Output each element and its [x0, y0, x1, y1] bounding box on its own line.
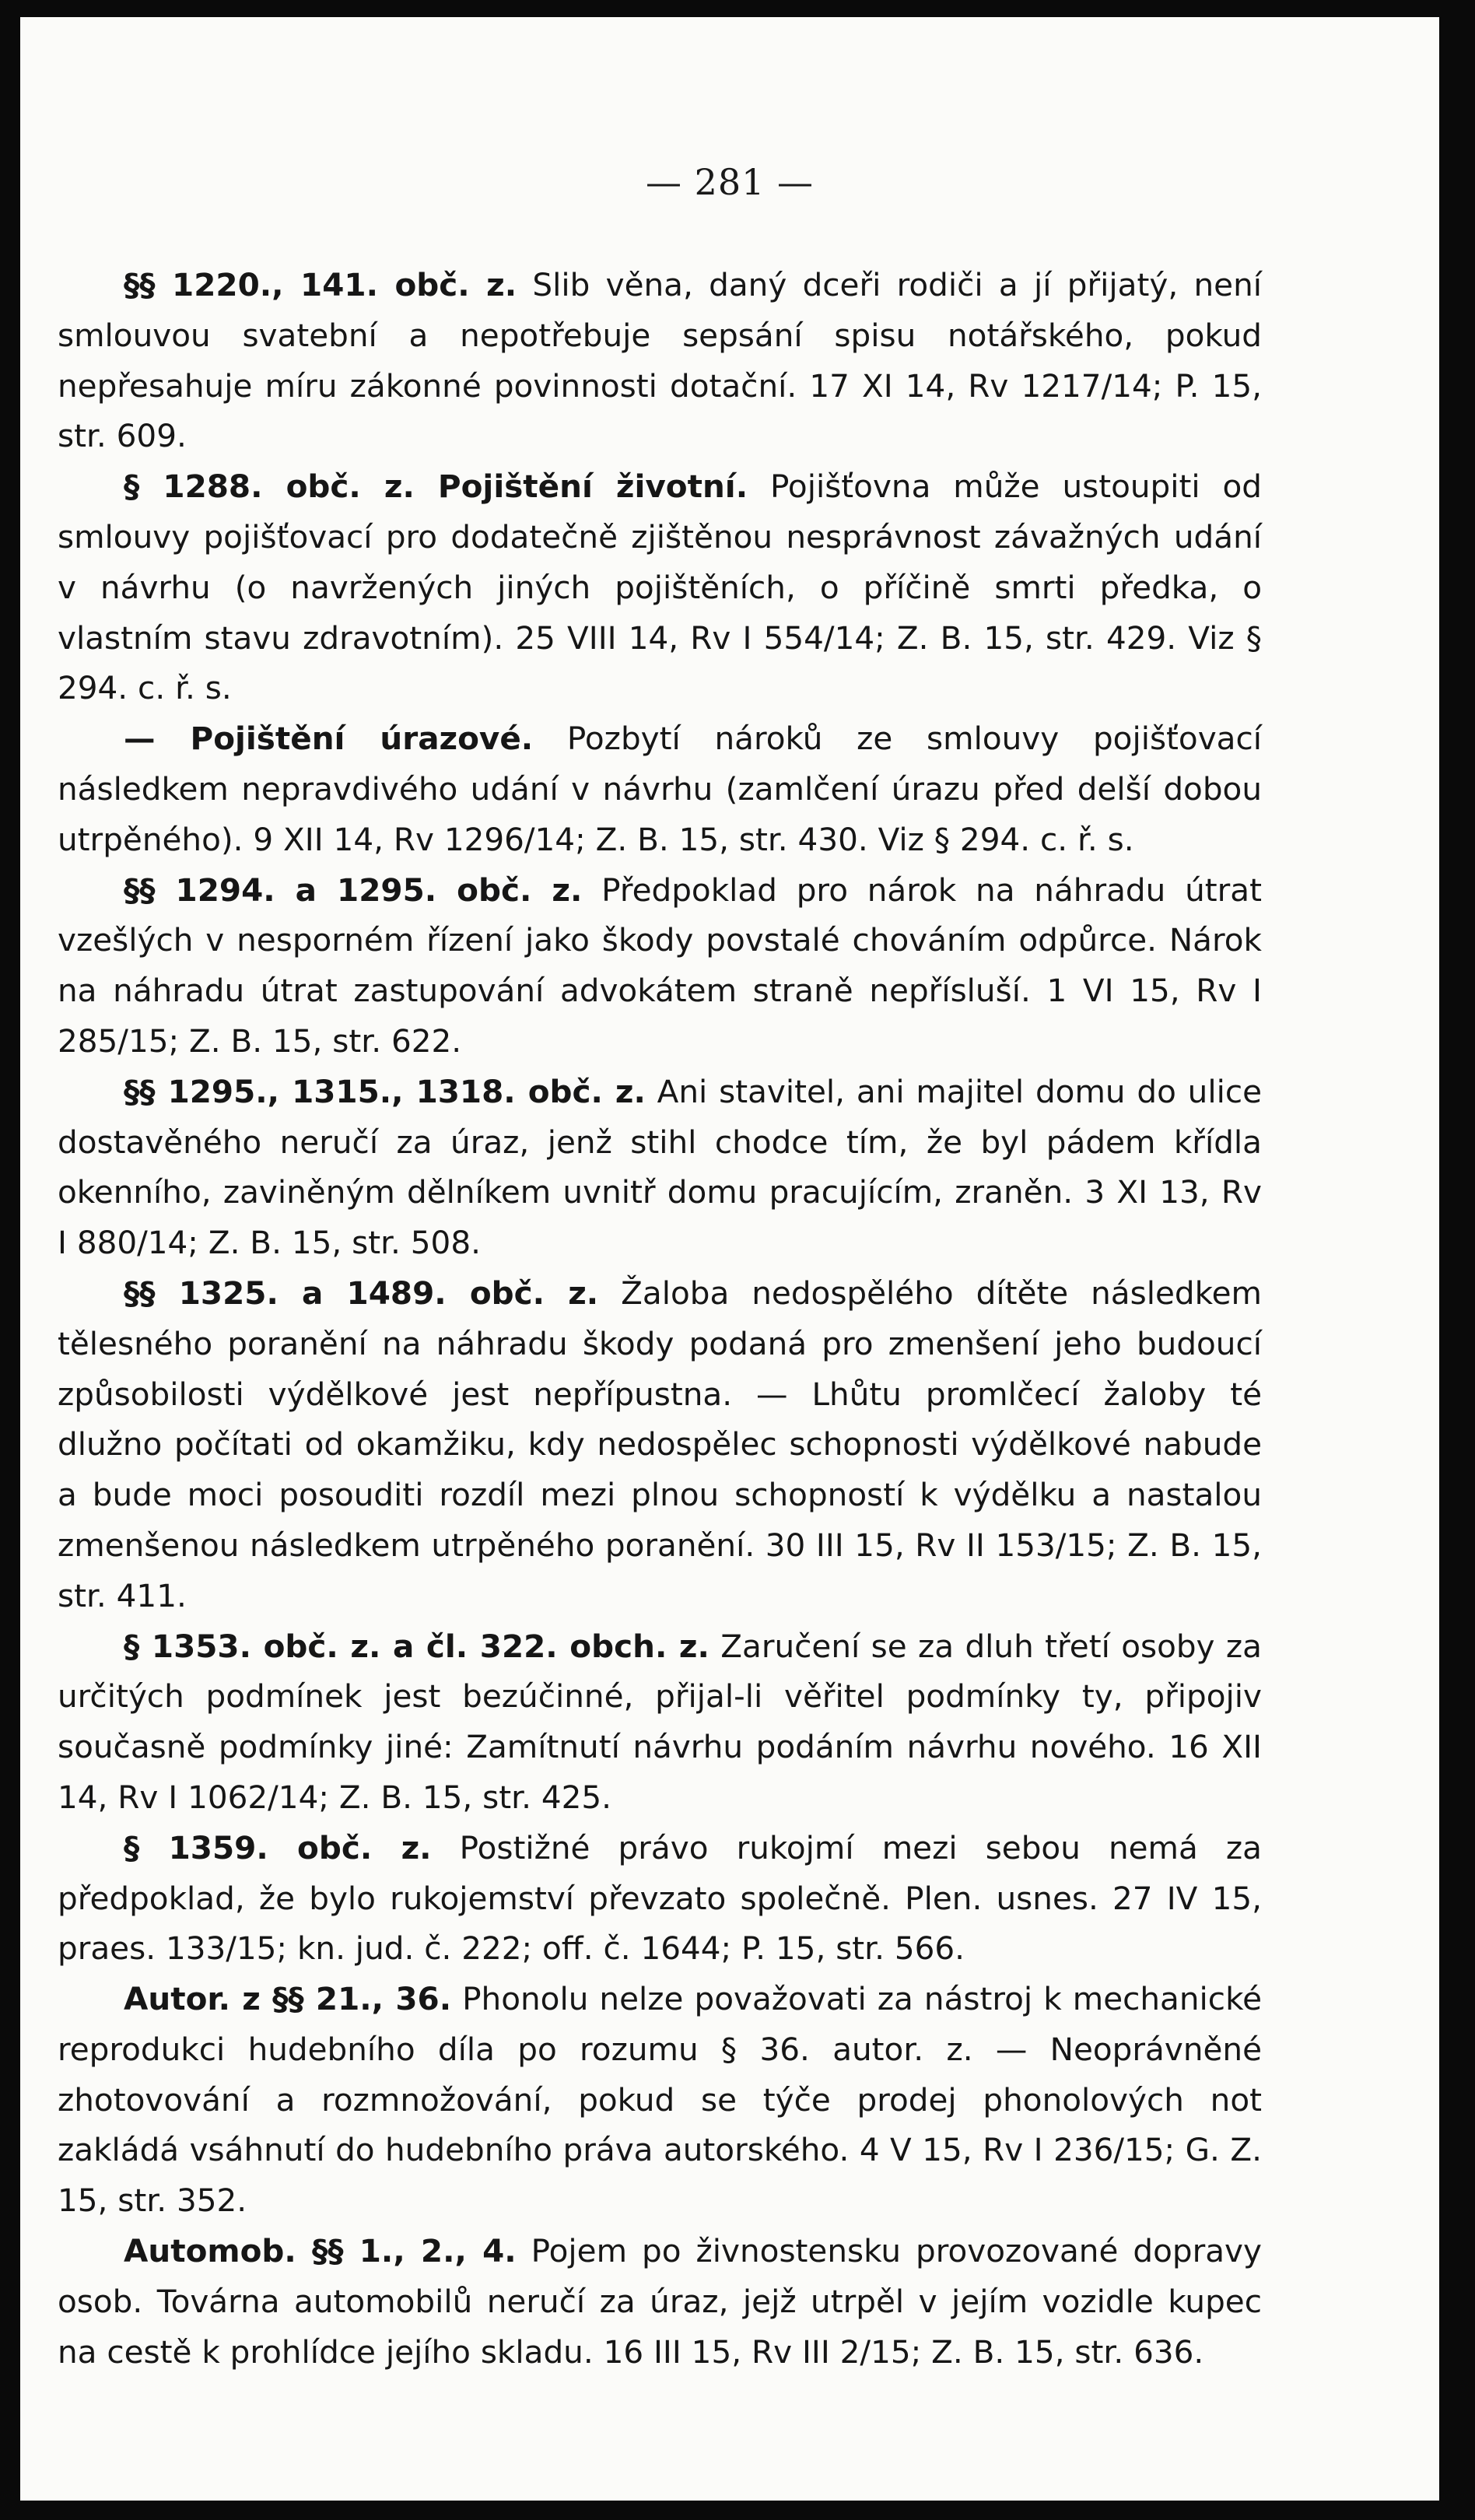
entry-heading: § 1359. obč. z.: [124, 1828, 432, 1866]
document-page: [20, 17, 1439, 2501]
entry-heading: §§ 1325. a 1489. obč. z.: [124, 1274, 599, 1312]
entry-heading: Automob. §§ 1., 2., 4.: [124, 2232, 517, 2270]
entry-text: Předpoklad pro nárok na náhradu útrat vzešlých v nesporném řízení jako škody povstalé chováním odpůrce. Nárok na náhradu útrat zastupování advokátem straně nepřísluší. 1 VI 15, Rv I 285/15; Z. B. 15, str. 622.: [58, 871, 1262, 1060]
entry-heading: — Pojištění úrazové.: [124, 720, 534, 758]
entry-1325: [58, 1268, 1262, 1621]
entry-text: Slib věna, daný dceři rodiči a jí přijatý, není smlouvou svatební a nepotřebuje sepsání spisu notářského, pokud nepřesahuje míru zákonné povinnosti dotační. 17 XI 14, Rv 1217/14; P. 15, str. 609.: [58, 266, 1262, 455]
document-body: [58, 260, 1262, 2377]
page-number: — 281 —: [645, 161, 815, 203]
entry-text: Zaručení se za dluh třetí osoby za určitých podmínek jest bezúčinné, přijal-li věřitel podmínky ty, připojiv současně podmínky jiné: Zamítnutí návrhu podáním návrhu nového. 16 XII 14, Rv I 1062/14; Z. B. 15, str. 425.: [58, 1627, 1262, 1816]
entry-text: Ani stavitel, ani majitel domu do ulice dostavěného neručí za úraz, jenž stihl chodce tím, že byl pádem křídla okenního, zaviněným dělníkem uvnitř domu pracujícím, zraněn. 3 XI 13, Rv I 880/14; Z. B. 15, str. 508.: [58, 1072, 1263, 1262]
entry-heading: § 1288. obč. z. Pojištění životní.: [124, 468, 748, 506]
entry-text: Žaloba nedospělého dítěte následkem tělesného poranění na náhradu škody podaná pro zmenšení jeho budoucí způsobilosti výdělkové jest nepřípustna. — Lhůtu promlčecí žaloby té dlužno počítati od okamžiku, kdy nedospělec schopnosti výdělkové nabude a bude moci posouditi rozdíl mezi plnou schopností k výdělku a nastalou zmenšenou následkem utrpěného poranění. 30 III 15, Rv II 153/15; Z. B. 15, str. 411.: [58, 1274, 1262, 1614]
entry-1288: [58, 461, 1262, 713]
entry-text: Pojišťovna může ustoupiti od smlouvy pojišťovací pro dodatečně zjištěnou nesprávnost závažných udání v návrhu (o navržených jiných pojištěních, o příčině smrti předka, o vlastním stavu zdravotním). 25 VIII 14, Rv I 554/14; Z. B. 15, str. 429. Viz § 294. c. ř. s.: [58, 468, 1262, 707]
entry-automob: [58, 2226, 1262, 2377]
entry-1359: [58, 1823, 1262, 1974]
entry-autor: [58, 1974, 1262, 2226]
entry-1353: [58, 1621, 1262, 1823]
entry-heading: §§ 1220., 141. obč. z.: [124, 266, 517, 303]
entry-heading: §§ 1295., 1315., 1318. obč. z.: [124, 1072, 646, 1110]
entry-heading: § 1353. obč. z. a čl. 322. obch. z.: [124, 1627, 709, 1665]
entry-text: Phonolu nelze považovati za nástroj k mechanické reprodukci hudebního díla po rozumu § 36. autor. z. — Neoprávněné zhotovování a rozmnožování, pokud se týče prodej phonolových not zakládá vsáhnutí do hudebního práva autorského. 4 V 15, Rv I 236/15; G. Z. 15, str. 352.: [58, 1980, 1262, 2220]
entry-1294: [58, 865, 1262, 1067]
entry-heading: §§ 1294. a 1295. obč. z.: [124, 871, 583, 909]
entry-text: Pozbytí nároků ze smlouvy pojišťovací následkem nepravdivého udání v návrhu (zamlčení úrazu před delší dobou utrpěného). 9 XII 14, Rv 1296/14; Z. B. 15, str. 430. Viz § 294. c. ř. s.: [58, 720, 1263, 858]
entry-text: Postižné právo rukojmí mezi sebou nemá za předpoklad, že bylo rukojemství převzato společně. Plen. usnes. 27 IV 15, praes. 133/15; kn. jud. č. 222; off. č. 1644; P. 15, str. 566.: [58, 1828, 1262, 1968]
entry-heading: Autor. z §§ 21., 36.: [124, 1980, 452, 2018]
entry-1295: [58, 1067, 1262, 1268]
entry-text: Pojem po živnostensku provozované dopravy osob. Továrna automobilů neručí za úraz, jejž utrpěl v jejím vozidle kupec na cestě k prohlídce jejího skladu. 16 III 15, Rv III 2/15; Z. B. 15, str. 636.: [58, 2232, 1262, 2371]
entry-pojisteni-urazove: [58, 713, 1262, 864]
entry-1220: [58, 260, 1262, 461]
